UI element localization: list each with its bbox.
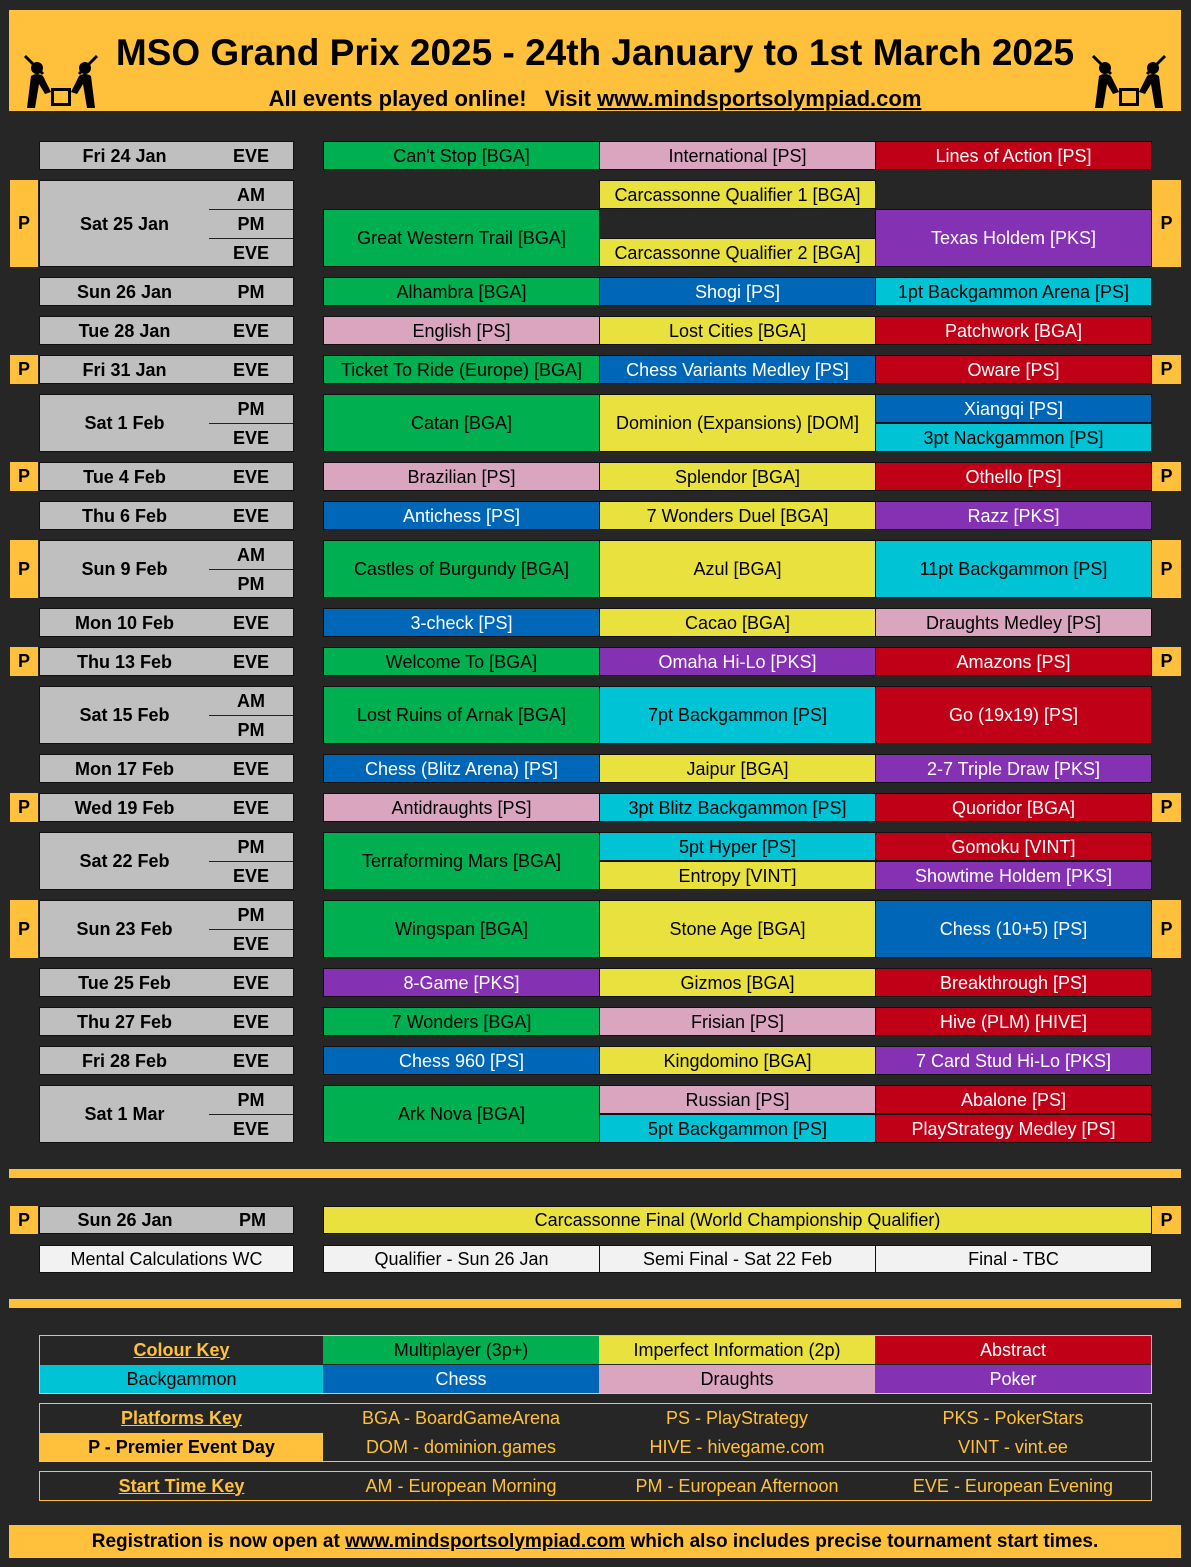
event-cell: 7pt Backgammon [PS] [599,686,876,744]
date-cell-outline [39,608,294,637]
colour-key-swatch: Backgammon [40,1365,323,1393]
date-cell: Thu 6 Feb [39,501,209,530]
time-slot: PM [209,395,293,423]
time-slot: PM [209,901,293,929]
event-cell: Draughts Medley [PS] [875,608,1152,637]
time-slot: PM [209,570,293,598]
date-cell: Wed 19 Feb [39,793,209,822]
event-cell: Great Western Trail [BGA] [323,209,600,267]
time-slot: EVE [209,424,293,452]
event-cell: Azul [BGA] [599,540,876,598]
time-slot: PM [209,210,293,238]
premier-marker: P [1152,793,1181,822]
event-cell: Chess (Blitz Arena) [PS] [323,754,600,783]
event-cell: International [PS] [599,141,876,170]
event-cell: PlayStrategy Medley [PS] [875,1114,1152,1143]
event-cell: Cacao [BGA] [599,608,876,637]
date-cell-outline [39,1085,294,1143]
premier-marker: P [10,540,38,598]
event-cell: Frisian [PS] [599,1007,876,1036]
special-date: Sun 26 Jan [77,1210,173,1230]
premier-marker: P [10,647,38,676]
date-cell-outline [39,900,294,958]
event-cell: Amazons [PS] [875,647,1152,676]
event-cell: Showtime Holdem [PKS] [875,861,1152,890]
time-slot: EVE [209,239,293,267]
event-cell: Texas Holdem [PKS] [875,209,1152,267]
event-cell: 7 Card Stud Hi-Lo [PKS] [875,1046,1152,1075]
time-slot: AM [209,541,293,569]
date-cell-outline [39,1007,294,1036]
mental-semi-final: Semi Final - Sat 22 Feb [599,1245,876,1273]
mental-calculations-label: Mental Calculations WC [39,1245,294,1273]
time-slot: PM [209,716,293,744]
event-cell: Chess (10+5) [PS] [875,900,1152,958]
event-cell: Catan [BGA] [323,394,600,452]
date-cell-outline [39,686,294,744]
date-cell: Mon 17 Feb [39,754,209,783]
platform-key-item: BGA - BoardGameArena [361,1407,561,1428]
event-cell: Welcome To [BGA] [323,647,600,676]
date-cell-outline [39,832,294,890]
date-cell: Thu 13 Feb [39,647,209,676]
date-cell-outline [39,355,294,384]
footer-suffix: which also includes precise tournament start times. [625,1530,1099,1552]
time-slot: EVE [209,862,293,890]
event-cell: Can't Stop [BGA] [323,141,600,170]
date-cell-outline [39,793,294,822]
premier-marker: P [1152,180,1181,267]
date-cell: Mon 10 Feb [39,608,209,637]
event-cell: Gomoku [VINT] [875,832,1152,861]
time-slot: AM [209,687,293,715]
time-slot: AM [209,181,293,209]
premier-marker: P [1152,462,1181,491]
date-cell-outline [39,316,294,345]
platform-key-item: VINT - vint.ee [958,1436,1068,1457]
date-cell: Sat 22 Feb [39,832,209,890]
premier-marker: P [10,793,38,822]
platform-key-item: PKS - PokerStars [942,1407,1084,1428]
premier-marker: P [1152,1206,1181,1234]
event-cell: Splendor [BGA] [599,462,876,491]
page-subtitle [9,86,1181,112]
date-cell-outline [39,141,294,170]
event-cell: Kingdomino [BGA] [599,1046,876,1075]
platform-key-item: PS - PlayStrategy [665,1407,809,1428]
website-link[interactable]: www.mindsportsolympiad.com [597,86,922,111]
time-slot: EVE [209,930,293,958]
date-cell: Sun 9 Feb [39,540,209,598]
event-cell: 1pt Backgammon Arena [PS] [875,277,1152,306]
event-cell: 3pt Nackgammon [PS] [875,423,1152,452]
event-cell: Ticket To Ride (Europe) [BGA] [323,355,600,384]
special-slot: PM [239,1210,266,1230]
premier-marker: P [10,180,38,267]
date-cell: Tue 28 Jan [39,316,209,345]
event-cell: Ark Nova [BGA] [323,1085,600,1143]
special-date-cell [39,1206,294,1234]
time-slot: EVE [209,648,293,676]
date-cell-outline [39,1046,294,1075]
footer-banner [9,1525,1181,1558]
event-cell: 5pt Backgammon [PS] [599,1114,876,1143]
time-slot: PM [209,278,293,306]
footer-prefix: Registration is now open at [91,1530,346,1552]
premier-marker: P [10,1206,38,1234]
start-time-key-item: AM - European Morning [365,1475,557,1496]
colour-key-swatch: Draughts [599,1365,875,1393]
event-cell: 3pt Blitz Backgammon [PS] [599,793,876,822]
premier-marker: P [10,900,38,958]
date-cell-outline [39,180,294,267]
premier-marker: P [1152,355,1181,384]
event-cell: 11pt Backgammon [PS] [875,540,1152,598]
date-cell-outline [39,277,294,306]
page-title: MSO Grand Prix 2025 - 24th January to 1st March 2025 [115,32,1075,73]
event-cell: Shogi [PS] [599,277,876,306]
date-cell: Sat 25 Jan [39,180,209,267]
divider [9,1169,1181,1178]
subtitle-text: All events played online! Visit [268,86,598,111]
start-time-key-title: Start Time Key [118,1475,245,1496]
date-cell-outline [39,462,294,491]
start-time-key-item: PM - European Afternoon [635,1475,839,1496]
event-cell: 2-7 Triple Draw [PKS] [875,754,1152,783]
time-slot: EVE [209,969,293,997]
colour-key-title: Colour Key [133,1339,230,1360]
date-cell: Sat 1 Mar [39,1085,209,1143]
premier-marker: P [10,462,38,491]
event-cell: Hive (PLM) [HIVE] [875,1007,1152,1036]
colour-key-swatch: Multiplayer (3p+) [323,1336,599,1364]
event-cell: Carcassonne Qualifier 1 [BGA] [599,180,876,209]
premier-marker: P [10,355,38,384]
date-cell-outline [39,968,294,997]
header-banner [9,10,1181,111]
event-cell: Chess 960 [PS] [323,1046,600,1075]
platform-key-item: DOM - dominion.games [365,1436,557,1457]
event-cell: Abalone [PS] [875,1085,1152,1114]
colour-key-swatch: Poker [875,1365,1151,1393]
time-slot: EVE [209,755,293,783]
platform-key-item: HIVE - hivegame.com [649,1436,825,1457]
event-cell: Russian [PS] [599,1085,876,1114]
event-cell: Antichess [PS] [323,501,600,530]
event-cell: Razz [PKS] [875,501,1152,530]
premier-marker: P [1152,647,1181,676]
date-cell: Thu 27 Feb [39,1007,209,1036]
event-cell: Brazilian [PS] [323,462,600,491]
date-cell: Fri 28 Feb [39,1046,209,1075]
date-cell: Fri 31 Jan [39,355,209,384]
event-cell: Alhambra [BGA] [323,277,600,306]
time-slot: EVE [209,317,293,345]
event-cell: Xiangqi [PS] [875,394,1152,423]
time-slot: EVE [209,1047,293,1075]
date-cell-outline [39,754,294,783]
event-cell: Quoridor [BGA] [875,793,1152,822]
event-cell: 3-check [PS] [323,608,600,637]
time-slot: EVE [209,502,293,530]
event-cell: Lost Cities [BGA] [599,316,876,345]
divider [9,1299,1181,1308]
event-cell: Castles of Burgundy [BGA] [323,540,600,598]
date-cell: Sat 1 Feb [39,394,209,452]
event-cell: Antidraughts [PS] [323,793,600,822]
carcassonne-final: Carcassonne Final (World Championship Qualifier) [323,1206,1152,1234]
event-cell: Wingspan [BGA] [323,900,600,958]
event-cell: Oware [PS] [875,355,1152,384]
event-cell: Breakthrough [PS] [875,968,1152,997]
colour-key-swatch: Imperfect Information (2p) [599,1336,875,1364]
time-slot: PM [209,1086,293,1114]
event-cell: Go (19x19) [PS] [875,686,1152,744]
event-cell: Carcassonne Qualifier 2 [BGA] [599,238,876,267]
time-slot: EVE [209,1008,293,1036]
date-cell: Sat 15 Feb [39,686,209,744]
premier-event-day-key: P - Premier Event Day [40,1433,323,1461]
start-time-key-item: EVE - European Evening [912,1475,1114,1496]
event-cell: Gizmos [BGA] [599,968,876,997]
date-cell-outline [39,540,294,598]
event-cell: Othello [PS] [875,462,1152,491]
event-cell: Entropy [VINT] [599,861,876,890]
date-cell: Tue 4 Feb [39,462,209,491]
time-slot: EVE [209,142,293,170]
colour-key-swatch: Chess [323,1365,599,1393]
event-cell: Terraforming Mars [BGA] [323,832,600,890]
footer-website-link[interactable]: www.mindsportsolympiad.com [345,1530,626,1552]
date-cell: Sun 26 Jan [39,277,209,306]
date-cell-outline [39,647,294,676]
event-cell: Chess Variants Medley [PS] [599,355,876,384]
event-cell: Jaipur [BGA] [599,754,876,783]
premier-marker: P [1152,900,1181,958]
event-cell: 7 Wonders [BGA] [323,1007,600,1036]
event-cell: Dominion (Expansions) [DOM] [599,394,876,452]
time-slot: EVE [209,356,293,384]
date-cell: Sun 23 Feb [39,900,209,958]
date-cell: Fri 24 Jan [39,141,209,170]
event-cell: 7 Wonders Duel [BGA] [599,501,876,530]
premier-marker: P [1152,540,1181,598]
time-slot: PM [209,833,293,861]
colour-key-swatch: Abstract [875,1336,1151,1364]
event-cell: 5pt Hyper [PS] [599,832,876,861]
mental-final: Final - TBC [875,1245,1152,1273]
platforms-key-title: Platforms Key [120,1407,243,1428]
event-cell: Omaha Hi-Lo [PKS] [599,647,876,676]
event-cell: English [PS] [323,316,600,345]
time-slot: EVE [209,1115,293,1143]
event-cell: Patchwork [BGA] [875,316,1152,345]
time-slot: EVE [209,463,293,491]
event-cell: Lines of Action [PS] [875,141,1152,170]
date-cell-outline [39,501,294,530]
date-cell: Tue 25 Feb [39,968,209,997]
event-cell: Lost Ruins of Arnak [BGA] [323,686,600,744]
event-cell: 8-Game [PKS] [323,968,600,997]
time-slot: EVE [209,609,293,637]
mental-qualifier: Qualifier - Sun 26 Jan [323,1245,600,1273]
event-cell: Stone Age [BGA] [599,900,876,958]
date-cell-outline [39,394,294,452]
time-slot: EVE [209,794,293,822]
